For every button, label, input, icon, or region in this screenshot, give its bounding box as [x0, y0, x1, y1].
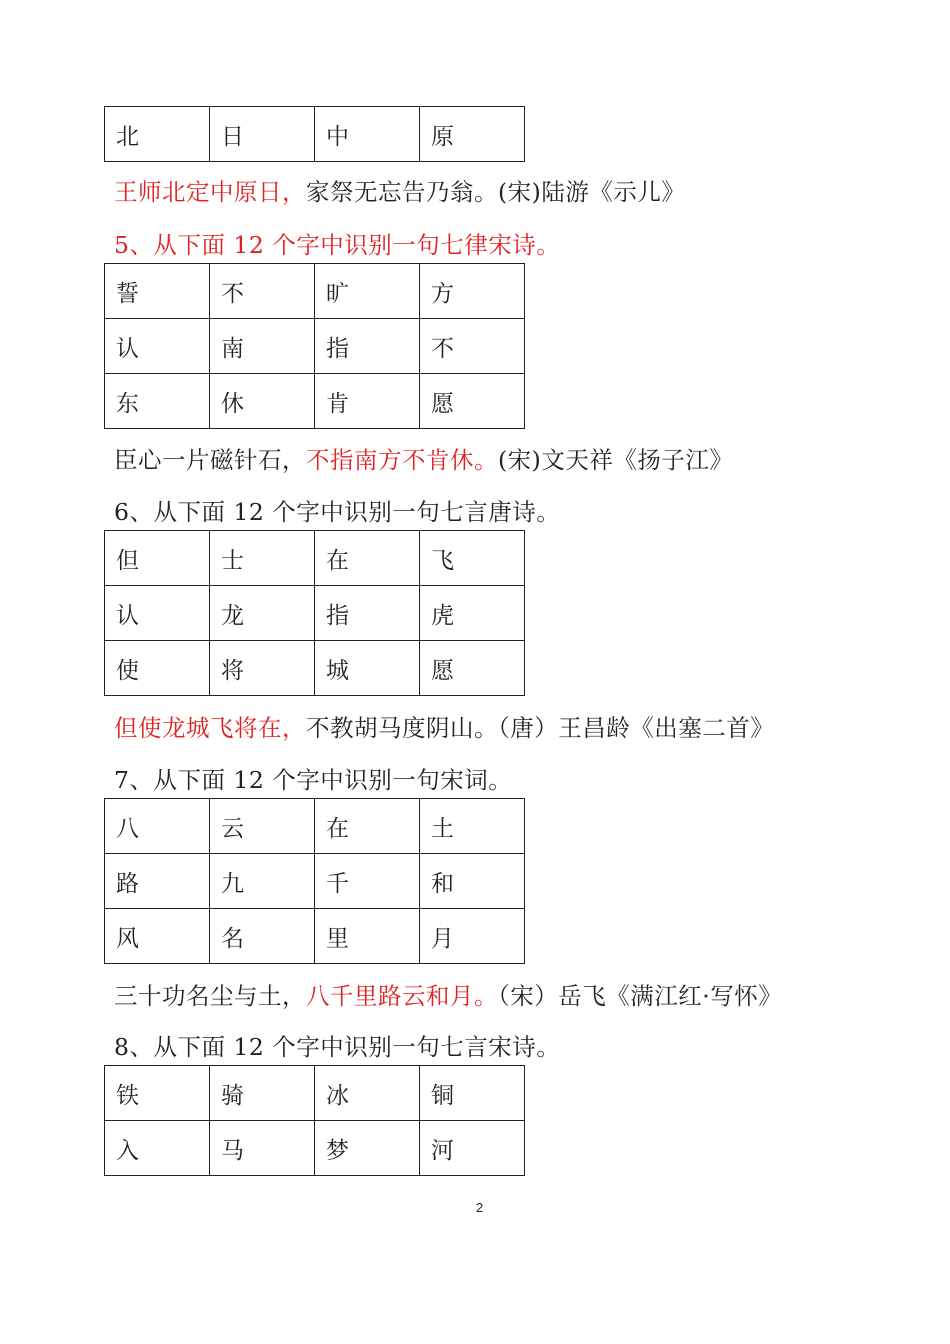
grid-cell: 南 [210, 319, 315, 374]
table-row [105, 107, 525, 162]
table-row [105, 854, 525, 909]
grid-cell: 认 [105, 586, 210, 641]
grid-cell: 不 [210, 264, 315, 319]
grid-cell: 和 [420, 854, 525, 909]
grid-cell: 誓 [105, 264, 210, 319]
grid-cell: 铜 [420, 1066, 525, 1121]
grid-cell: 休 [210, 374, 315, 429]
table-row [105, 531, 525, 586]
answer-4 [114, 173, 685, 207]
grid-cell: 千 [315, 854, 420, 909]
question-6: 6、从下面 12 个字中识别一句七言唐诗。 [114, 498, 561, 526]
grid-cell: 使 [105, 641, 210, 696]
grid-cell: 中 [315, 107, 420, 162]
answer-highlight: 王师北定中原日， [114, 178, 306, 206]
table-row [105, 1121, 525, 1176]
grid-cell: 城 [315, 641, 420, 696]
grid-cell: 旷 [315, 264, 420, 319]
grid-cell: 骑 [210, 1066, 315, 1121]
grid-cell: 铁 [105, 1066, 210, 1121]
answer-source: (宋)文天祥《扬子江》 [498, 446, 734, 474]
grid-cell: 在 [315, 799, 420, 854]
answer-text: 臣心一片磁针石， [114, 446, 306, 474]
grid-cell: 北 [105, 107, 210, 162]
answer-text: 家祭无忘告乃翁。(宋)陆游《示儿》 [306, 178, 686, 206]
page-number: 2 [476, 1200, 484, 1215]
grid-cell: 方 [420, 264, 525, 319]
char-grid-7 [104, 798, 525, 964]
grid-cell: 日 [210, 107, 315, 162]
answer-highlight: 不指南方不肯休。 [306, 446, 498, 474]
table-row [105, 909, 525, 964]
question-5: 5、从下面 12 个字中识别一句七律宋诗。 [114, 231, 561, 259]
grid-cell: 路 [105, 854, 210, 909]
grid-cell: 梦 [315, 1121, 420, 1176]
grid-cell: 八 [105, 799, 210, 854]
grid-cell: 愿 [420, 641, 525, 696]
grid-cell: 东 [105, 374, 210, 429]
question-7: 7、从下面 12 个字中识别一句宋词。 [114, 766, 513, 794]
answer-highlight: 但使龙城飞将在， [114, 714, 306, 742]
grid-cell: 不 [420, 319, 525, 374]
answer-5 [114, 441, 733, 475]
grid-cell: 飞 [420, 531, 525, 586]
char-grid-8 [104, 1065, 525, 1176]
answer-source: （宋）岳飞《满江红·写怀》 [498, 982, 783, 1010]
grid-cell: 冰 [315, 1066, 420, 1121]
grid-cell: 风 [105, 909, 210, 964]
grid-cell: 在 [315, 531, 420, 586]
answer-highlight: 八千里路云和月。 [306, 982, 498, 1010]
grid-cell: 认 [105, 319, 210, 374]
char-grid-5 [104, 263, 525, 429]
grid-cell: 指 [315, 319, 420, 374]
grid-cell: 河 [420, 1121, 525, 1176]
answer-text: 不教胡马度阴山。（唐）王昌龄《出塞二首》 [306, 714, 775, 742]
grid-cell: 指 [315, 586, 420, 641]
grid-cell: 里 [315, 909, 420, 964]
table-row [105, 799, 525, 854]
grid-cell: 九 [210, 854, 315, 909]
grid-cell: 将 [210, 641, 315, 696]
grid-cell: 肯 [315, 374, 420, 429]
grid-cell: 月 [420, 909, 525, 964]
grid-cell: 原 [420, 107, 525, 162]
grid-cell: 士 [210, 531, 315, 586]
answer-7 [114, 977, 782, 1011]
grid-cell: 龙 [210, 586, 315, 641]
question-8: 8、从下面 12 个字中识别一句七言宋诗。 [114, 1033, 561, 1061]
grid-cell: 虎 [420, 586, 525, 641]
answer-6 [114, 709, 774, 743]
answer-text: 三十功名尘与土， [114, 982, 306, 1010]
table-row [105, 1066, 525, 1121]
grid-cell: 云 [210, 799, 315, 854]
table-row [105, 374, 525, 429]
grid-cell: 愿 [420, 374, 525, 429]
table-row [105, 641, 525, 696]
char-grid-6 [104, 530, 525, 696]
grid-cell: 土 [420, 799, 525, 854]
char-grid-4 [104, 106, 525, 162]
table-row [105, 319, 525, 374]
table-row [105, 586, 525, 641]
grid-cell: 马 [210, 1121, 315, 1176]
grid-cell: 入 [105, 1121, 210, 1176]
grid-cell: 但 [105, 531, 210, 586]
table-row [105, 264, 525, 319]
grid-cell: 名 [210, 909, 315, 964]
